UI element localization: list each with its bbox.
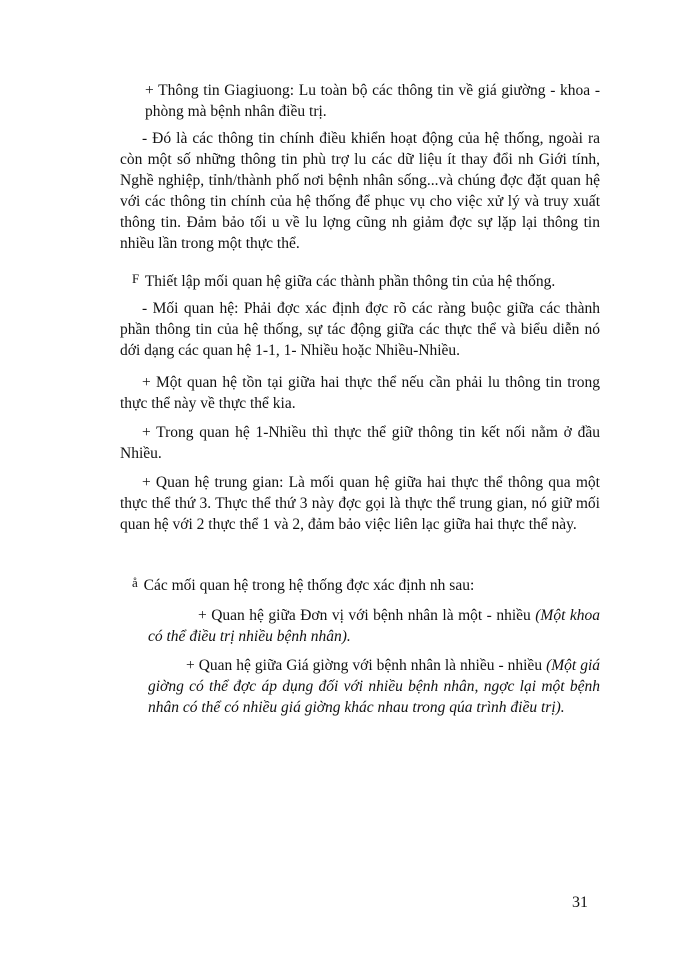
paragraph-main-info: - Đó là các thông tin chính điều khiển hoạt động của hệ thống, ngoài ra còn một số những thông tin phù trợ lu các dữ liệu ít thay đổi nh Giới tính, Nghề nghiệp, tỉnh/thành phố nơi bệnh nhân sống...và chúng đợc đặt quan hệ với các thông tin chính của hệ thống để phục vụ cho việc xử lý và truy xuất thông tin. Đảm bảo tối u về lu lợng cũng nh giảm đợc sự lặp lại thông tin nhiều lần trong một thực thể. bbox=[120, 130, 600, 252]
paragraph-system-relationships bbox=[132, 572, 600, 596]
relationship-text: + Quan hệ giữa Giá giờng với bệnh nhân là nhiều - nhiều bbox=[186, 657, 543, 674]
paragraph-bedprice-patient bbox=[148, 655, 600, 718]
relationship-text: + Quan hệ giữa Đơn vị với bệnh nhân là một - nhiều bbox=[198, 607, 531, 624]
paragraph-relationship-setup bbox=[132, 268, 600, 292]
paragraph-one-to-many: + Trong quan hệ 1-Nhiều thì thực thể giữ thông tin kết nối nằm ở đầu Nhiều. bbox=[120, 424, 600, 462]
paragraph-unit-patient bbox=[148, 605, 600, 647]
bullet-symbol: å bbox=[132, 575, 138, 590]
paragraph-relationship-definition: - Mối quan hệ: Phải đợc xác định đợc rõ các ràng buộc giữa các thành phần thông tin của hệ thống, sự tác động giữa các thực thể và biểu diễn nó dới dạng các quan hệ 1-1, 1- Nhiều hoặc Nhiều-Nhiều. bbox=[120, 300, 600, 359]
relationship-example: (Một giá giờng có thể đợc áp dụng đối với nhiều bệnh nhân, ngợc lại một bệnh nhân có thể có nhiều giá giờng khác nhau trong qúa trình điều trị). bbox=[148, 657, 601, 716]
heading-text: Các mối quan hệ trong hệ thống đợc xác định nh sau: bbox=[143, 577, 475, 594]
heading-text: Thiết lập mối quan hệ giữa các thành phần thông tin của hệ thống. bbox=[144, 273, 556, 290]
bullet-symbol: F bbox=[132, 271, 140, 286]
relationship-example: (Một khoa có thể điều trị nhiều bệnh nhân). bbox=[148, 607, 601, 645]
paragraph-relationship-existence: + Một quan hệ tồn tại giữa hai thực thể nếu cần phải lu thông tin trong thực thể này về thực thể kia. bbox=[120, 374, 600, 412]
page-number: 31 bbox=[572, 894, 588, 911]
paragraph-intermediate-relationship: + Quan hệ trung gian: Là mối quan hệ giữa hai thực thể thông qua một thực thể thứ 3. Thực thể thứ 3 này đợc gọi là thực thể trung gian, nó giữ mối quan hệ với 2 thực thể 1 và 2, đảm bảo việc liên lạc giữa hai thực thể này. bbox=[120, 474, 600, 533]
paragraph-giagiuong: + Thông tin Giagiuong: Lu toàn bộ các thông tin về giá giường - khoa - phòng mà bệnh nhân điều trị. bbox=[145, 82, 600, 120]
